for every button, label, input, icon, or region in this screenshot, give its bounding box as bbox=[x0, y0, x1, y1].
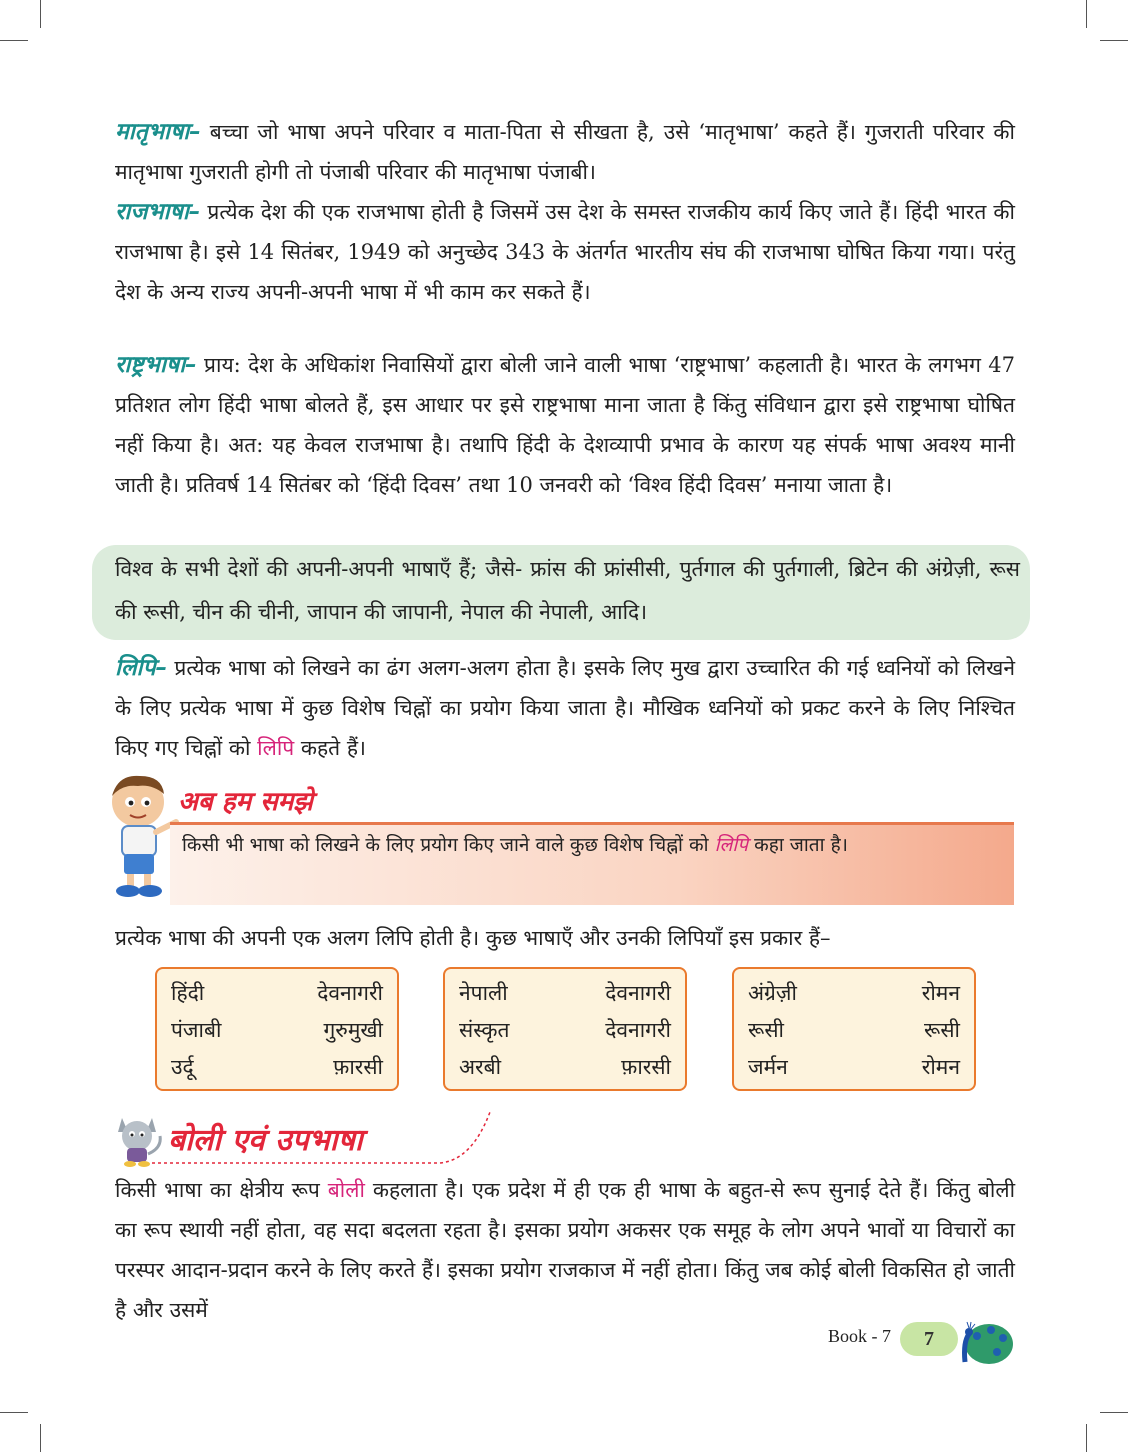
script-name: फ़ारसी bbox=[333, 1055, 383, 1079]
script-row bbox=[157, 1049, 397, 1085]
boli-text-before: किसी भाषा का क्षेत्रीय रूप bbox=[115, 1178, 328, 1202]
paragraph-rajbhasha bbox=[115, 192, 1015, 312]
info-box-text: विश्व के सभी देशों की अपनी-अपनी भाषाएँ हैं; जैसे- फ्रांस की फ्रांसीसी, पुर्तगाल की पुर्तगाली, ब्रिटेन की अंग्रेज़ी, रूस की रूसी, चीन की चीनी, जापान की जापानी, नेपाल की नेपाली, आदि। bbox=[115, 557, 1020, 624]
paragraph-boli bbox=[115, 1170, 1015, 1330]
boli-text-after: कहलाता है। एक प्रदेश में ही एक ही भाषा के बहुत-से रूप सुनाई देते हैं। किंतु बोली का रूप स्थायी नहीं होता, वह सदा बदलता रहता है। इसका प्रयोग अकसर एक समूह के लोग अपने भावों या विचारों का परस्पर आदान-प्रदान करने के लिए करते हैं। इसका प्रयोग राजकाज में नहीं होता। किंतु जब कोई बोली विकसित हो जाती है और उसमें bbox=[115, 1178, 1016, 1322]
script-row bbox=[734, 1012, 974, 1048]
script-row bbox=[157, 1012, 397, 1048]
crop-mark bbox=[40, 0, 41, 28]
script-row bbox=[734, 975, 974, 1011]
crop-mark bbox=[1086, 0, 1087, 28]
script-name: रोमन bbox=[921, 981, 960, 1005]
term-lipi: लिपि– bbox=[115, 655, 168, 681]
language-name: रूसी bbox=[748, 1018, 784, 1042]
crop-mark bbox=[40, 1424, 41, 1452]
language-name: हिंदी bbox=[171, 981, 205, 1005]
summary-title: अब हम समझे bbox=[178, 787, 313, 817]
script-row bbox=[734, 1049, 974, 1085]
rajbhasha-text: प्रत्येक देश की एक राजभाषा होती है जिसमें उस देश के समस्त राजकीय कार्य किए जाते हैं। हिंदी भारत की राजभाषा है। इसे 14 सितंबर, 1949 को अनुच्छेद 343 के अंतर्गत भारतीय संघ की राजभाषा घोषित किया गया। परंतु देश के अन्य राज्य अपनी-अपनी भाषा में भी काम कर सकते हैं। bbox=[115, 200, 1015, 304]
section-title-underline bbox=[150, 1108, 495, 1168]
term-rashtrabhasha: राष्ट्रभाषा– bbox=[115, 352, 197, 378]
scripts-intro: प्रत्येक भाषा की अपनी एक अलग लिपि होती है। कुछ भाषाएँ और उनकी लिपियाँ इस प्रकार हैं– bbox=[115, 926, 831, 950]
script-row bbox=[157, 975, 397, 1011]
crop-mark bbox=[1086, 1424, 1087, 1452]
script-name: फ़ारसी bbox=[621, 1055, 671, 1079]
rashtrabhasha-text: प्राय: देश के अधिकांश निवासियों द्वारा बोली जाने वाली भाषा ‘राष्ट्रभाषा’ कहलाती है। भारत के लगभग 47 प्रतिशत लोग हिंदी भाषा बोलते हैं, इस आधार पर इसे राष्ट्रभाषा माना जाता है किंतु संविधान द्वारा इसे राष्ट्रभाषा घोषित नहीं किया है। अत: यह केवल राजभाषा है। तथापि हिंदी के देशव्यापी प्रभाव के कारण यह संपर्क भाषा अवश्य मानी जाती है। प्रतिवर्ष 14 सितंबर को ‘हिंदी दिवस’ तथा 10 जनवरी को ‘विश्व हिंदी दिवस’ मनाया जाता है। bbox=[115, 353, 1015, 497]
page-number: 7 bbox=[900, 1322, 958, 1356]
script-row bbox=[445, 1049, 685, 1085]
book-label: Book - 7 bbox=[828, 1326, 891, 1346]
crop-mark bbox=[1100, 40, 1128, 41]
language-name: अरबी bbox=[459, 1055, 502, 1079]
matrubhasha-text: बच्चा जो भाषा अपने परिवार व माता-पिता से सीखता है, उसे ‘मातृभाषा’ कहते हैं। गुजराती परिवार की मातृभाषा गुजराती होगी तो पंजाबी परिवार की मातृभाषा पंजाबी। bbox=[115, 120, 1015, 184]
script-table bbox=[155, 967, 399, 1091]
section-title: बोली एवं उपभाषा bbox=[168, 1123, 363, 1158]
boli-highlight: बोली bbox=[327, 1178, 365, 1202]
script-row bbox=[445, 1012, 685, 1048]
lipi-highlight: लिपि bbox=[257, 736, 295, 760]
term-matrubhasha: मातृभाषा– bbox=[115, 119, 201, 145]
script-table bbox=[732, 967, 976, 1091]
summary-highlight: लिपि bbox=[714, 834, 749, 856]
language-name: पंजाबी bbox=[171, 1018, 222, 1042]
language-name: जर्मन bbox=[748, 1055, 788, 1079]
summary-text-after: कहा जाता है। bbox=[748, 834, 848, 856]
language-name: संस्कृत bbox=[459, 1018, 510, 1042]
language-name: नेपाली bbox=[459, 981, 508, 1005]
lipi-text-after: कहते हैं। bbox=[294, 736, 366, 760]
script-name: देवनागरी bbox=[317, 981, 383, 1005]
script-table bbox=[443, 967, 687, 1091]
crop-mark bbox=[0, 1412, 28, 1413]
crop-mark bbox=[0, 40, 28, 41]
summary-text-before: किसी भी भाषा को लिखने के लिए प्रयोग किए जाने वाले कुछ विशेष चिह्नों को bbox=[182, 834, 715, 856]
language-name: उर्दू bbox=[171, 1055, 194, 1079]
lipi-text-before: प्रत्येक भाषा को लिखने का ढंग अलग-अलग होता है। इसके लिए मुख द्वारा उच्चारित की गई ध्वनियों को लिखने के लिए प्रत्येक भाषा में कुछ विशेष चिह्नों का प्रयोग किया जाता है। मौखिक ध्वनियों को प्रकट करने के लिए निश्चित किए गए चिह्नों को bbox=[115, 656, 1015, 760]
crop-mark bbox=[1100, 1412, 1128, 1413]
paragraph-lipi bbox=[115, 648, 1015, 768]
script-name: देवनागरी bbox=[605, 981, 671, 1005]
language-name: अंग्रेज़ी bbox=[748, 981, 797, 1005]
paragraph-rashtrabhasha bbox=[115, 345, 1015, 505]
script-name: रूसी bbox=[924, 1018, 960, 1042]
script-name: गुरुमुखी bbox=[323, 1018, 383, 1042]
summary-text bbox=[182, 828, 997, 862]
script-name: देवनागरी bbox=[605, 1018, 671, 1042]
paragraph-matrubhasha bbox=[115, 112, 1015, 192]
peacock-icon bbox=[955, 1318, 1015, 1368]
script-name: रोमन bbox=[921, 1055, 960, 1079]
script-row bbox=[445, 975, 685, 1011]
term-rajbhasha: राजभाषा– bbox=[115, 199, 201, 225]
